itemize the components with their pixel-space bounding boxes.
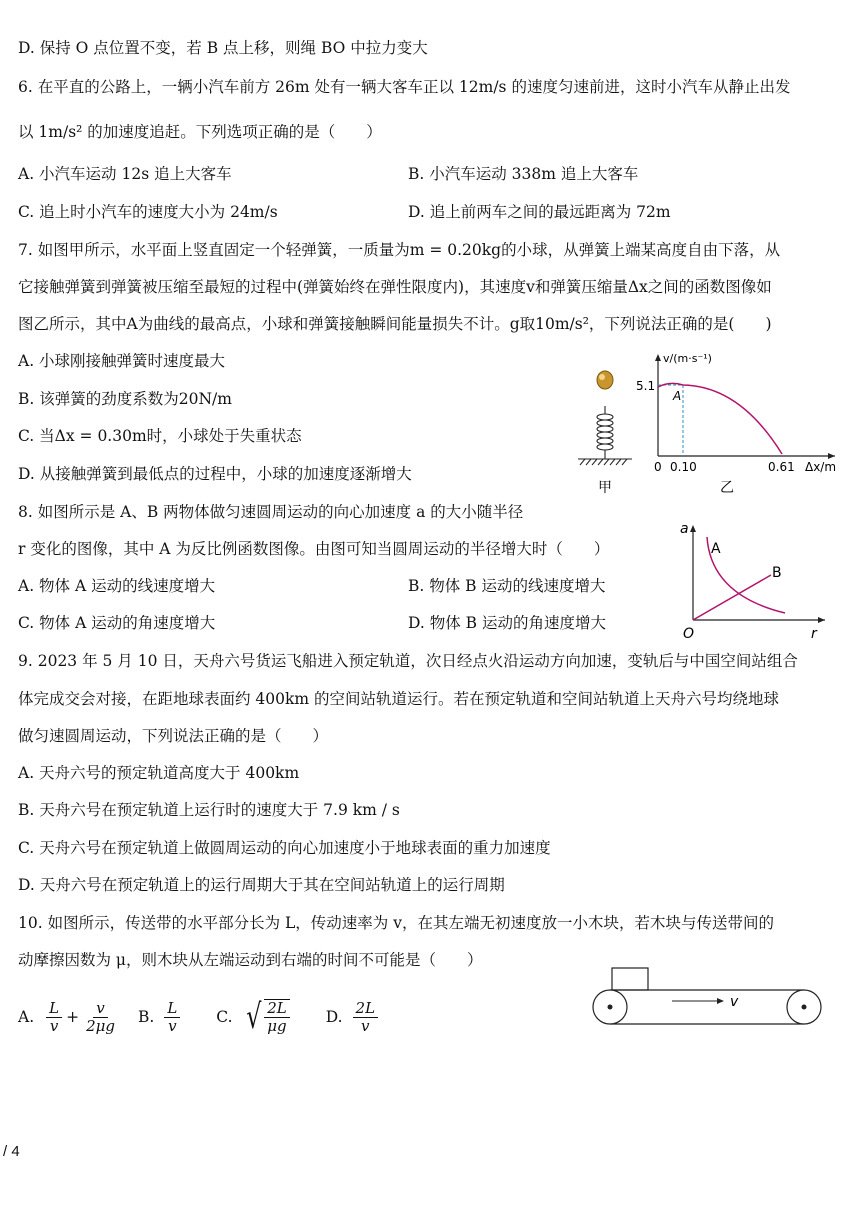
q10-stem-line2: 动摩擦因数为 μ，则木块从左端运动到右端的时间不可能是（ ） — [18, 951, 483, 969]
q10-conveyor-figure — [592, 962, 827, 1034]
curve-a-label: A — [711, 541, 721, 557]
q8-stem-line1: 8. 如图所示是 A、B 两物体做匀速圆周运动的向心加速度 a 的大小随半径 — [18, 503, 524, 521]
q10-option-b-label: B. — [138, 1008, 155, 1026]
graph-y-label: v/(m·s⁻¹) — [663, 352, 712, 365]
q9-option-b: B. 天舟六号在预定轨道上运行时的速度大于 7.9 km / s — [18, 801, 400, 819]
q6-option-c: C. 追上时小汽车的速度大小为 24m/s — [18, 203, 278, 221]
q9-stem-line1: 9. 2023 年 5 月 10 日，天舟六号货运飞船进入预定轨道，次日经点火沿运动方向加速，变轨后与中国空间站组合 — [18, 652, 798, 670]
q8-option-c: C. 物体 A 运动的角速度增大 — [18, 614, 216, 632]
q7-figure-yi — [630, 346, 845, 496]
q6-option-d: D. 追上前两车之间的最远距离为 72m — [408, 203, 671, 221]
q10-option-b-frac: $\frac{L}{v}$ — [164, 1000, 180, 1035]
q7-option-d: D. 从接触弹簧到最低点的过程中，小球的加速度逐渐增大 — [18, 465, 412, 483]
block-icon — [612, 968, 648, 990]
graph-y-tick: 5.1 — [636, 379, 656, 393]
q9-option-a: A. 天舟六号的预定轨道高度大于 400km — [18, 764, 300, 782]
q9-stem-line3: 做匀速圆周运动，下列说法正确的是（ ） — [18, 727, 329, 745]
ground-icon — [578, 459, 632, 465]
page-footer: / 4 — [3, 1143, 20, 1160]
q10-option-d-label: D. — [325, 1008, 343, 1026]
belt-velocity-label: v — [730, 994, 739, 1010]
q10-options: A. $\frac{L}{v}$ + $\frac{v}{2\mu g}$ B. $\frac{L}{v}$ C. √ $\frac{2L}{\mu g}$ D. $\frac{2L}{v}$ — [18, 992, 378, 1042]
q8-option-b: B. 物体 B 运动的线速度增大 — [408, 577, 606, 595]
line-b — [693, 575, 771, 620]
q10-stem-line1: 10. 如图所示，传送带的水平部分长为 L，传动速率为 v，在其左端无初速度放一小木块，若木块与传送带间的 — [18, 914, 774, 932]
fig-jia-label: 甲 — [598, 480, 612, 496]
q10-option-a-label: A. — [18, 1008, 35, 1026]
q7-stem-line3: 图乙所示，其中A为曲线的最高点，小球和弹簧接触瞬间能量损失不计。g取10m/s²，下列说法正确的是( ) — [18, 315, 772, 333]
graph-point-label: A — [673, 389, 682, 403]
q10-option-c-sqrt: √ $\frac{2L}{\mu g}$ — [243, 999, 290, 1035]
graph-origin: O — [683, 626, 695, 642]
q10-option-d-frac: $\frac{2L}{v}$ — [353, 1000, 379, 1035]
spring-icon — [597, 406, 613, 459]
graph-x-tick-2: 0.61 — [768, 460, 795, 474]
graph-y-label: a — [680, 521, 689, 537]
q6-stem-line1: 6. 在平直的公路上，一辆小汽车前方 26m 处有一辆大客车正以 12m/s 的速度匀速前进，这时小汽车从静止出发 — [18, 78, 791, 96]
fig-yi-label: 乙 — [720, 480, 734, 496]
q6-option-a: A. 小汽车运动 12s 追上大客车 — [18, 165, 232, 183]
q9-option-d: D. 天舟六号在预定轨道上的运行周期大于其在空间站轨道上的运行周期 — [18, 876, 505, 894]
graph-x-label: r — [811, 626, 817, 642]
q7-stem-line1: 7. 如图甲所示，水平面上竖直固定一个轻弹簧，一质量为m = 0.20kg的小球，从弹簧上端某高度自由下落，从 — [18, 241, 781, 259]
q8-figure — [675, 515, 835, 645]
q8-stem-line2: r 变化的图像，其中 A 为反比例函数图像。由图可知当圆周运动的半径增大时（ ） — [18, 540, 610, 558]
q8-option-d: D. 物体 B 运动的角速度增大 — [408, 614, 606, 632]
q7-option-a: A. 小球刚接触弹簧时速度最大 — [18, 352, 226, 370]
graph-x-tick-0: 0 — [654, 460, 662, 474]
q7-option-c: C. 当Δx = 0.30m时，小球处于失重状态 — [18, 427, 302, 445]
q7-option-b: B. 该弹簧的劲度系数为20N/m — [18, 390, 232, 408]
q9-stem-line2: 体完成交会对接，在距地球表面约 400km 的空间站轨道运行。若在预定轨道和空间站轨道上天舟六号均绕地球 — [18, 690, 780, 708]
q9-option-c: C. 天舟六号在预定轨道上做圆周运动的向心加速度小于地球表面的重力加速度 — [18, 839, 551, 857]
curve-b-label: B — [772, 565, 782, 581]
q6-option-b: B. 小汽车运动 338m 追上大客车 — [408, 165, 639, 183]
ball-icon — [597, 371, 613, 389]
q5-option-d: D. 保持 O 点位置不变，若 B 点上移，则绳 BO 中拉力变大 — [18, 39, 428, 57]
arrow-right-icon — [717, 998, 724, 1004]
graph-x-label: Δx/m — [805, 460, 837, 474]
graph-x-tick-1: 0.10 — [670, 460, 697, 474]
q10-option-a-frac2: $\frac{v}{2\mu g}$ — [86, 998, 115, 1035]
q7-stem-line2: 它接触弹簧到弹簧被压缩至最短的过程中(弹簧始终在弹性限度内)，其速度v和弹簧压缩量Δx之间的函数图像如 — [18, 278, 772, 296]
q10-option-a-frac1: $\frac{L}{v}$ — [46, 1000, 62, 1035]
q8-option-a: A. 物体 A 运动的线速度增大 — [18, 577, 216, 595]
q10-option-c-label: C. — [216, 1008, 233, 1026]
q6-stem-line2: 以 1m/s² 的加速度追赶。下列选项正确的是（ ） — [18, 123, 382, 141]
